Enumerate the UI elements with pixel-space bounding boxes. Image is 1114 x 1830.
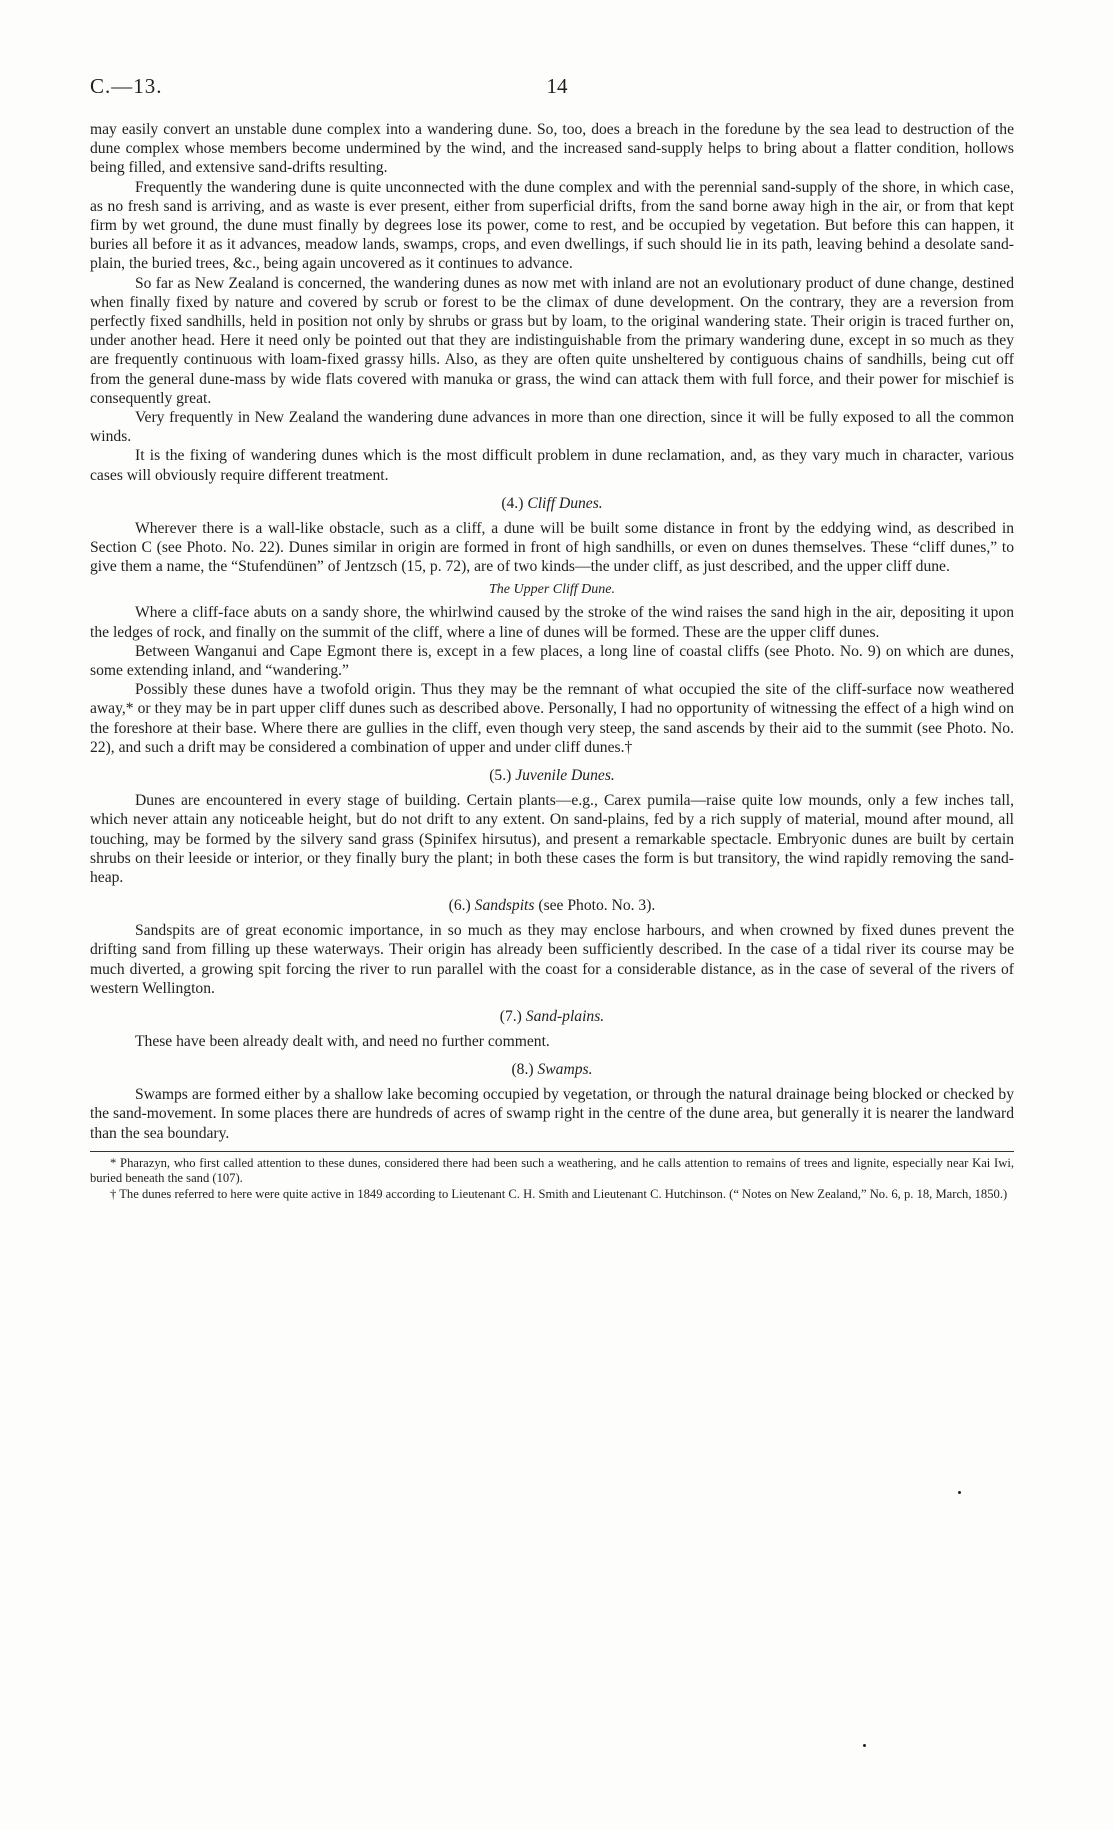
scan-speck [863,1744,866,1747]
section-title: Juvenile Dunes. [515,767,615,785]
body-text [90,120,1014,1202]
subsection-heading-upper-cliff-dune: The Upper Cliff Dune. [489,582,615,598]
paragraph: Sandspits are of great economic importance, in so much as they may enclose harbours, and when crowned by fixed dunes prevent the drifting sand from filling up these waterways. Their origin has already been sufficiently described. In the case of a tidal river its course may be much diverted, a growing spit forcing the river to run parallel with the coast for a considerable distance, as in the case of several of the rivers of western Wellington. [90,922,1014,997]
section-heading-swamps [90,1060,1014,1080]
paragraph: Where a cliff-face abuts on a sandy shore, the whirlwind caused by the stroke of the wind raises the sand high in the air, depositing it upon the ledges of rock, and finally on the summit of the cliff, where a line of dunes will be formed. These are the upper cliff dunes. [90,604,1014,641]
footnote: † The dunes referred to here were quite active in 1849 according to Lieutenant C. H. Smith and Lieutenant C. Hutchinson. (“ Notes on New Zealand,” No. 6, p. 18, March, 1850.) [110,1186,1008,1201]
page-number: 14 [546,74,568,98]
paragraph: It is the fixing of wandering dunes which is the most difficult problem in dune reclamation, and, as they vary much in character, various cases will obviously require different treatment. [90,447,1014,484]
paragraph: Dunes are encountered in every stage of building. Certain plants—e.g., Carex pumila—raise quite low mounds, only a few inches tall, which never attain any noticeable height, but do not drift to any extent. On sand-plains, fed by a rich supply of material, mound after mound, all touching, may be formed by the silvery sand grass (Spinifex hirsutus), and present a remarkable spectacle. Embryonic dunes are built by certain shrubs on their leeside or interior, or they finally bury the plant; in both these cases the form is but transitory, the wind rapidly removing the sand-heap. [90,792,1014,886]
paragraph: Wherever there is a wall-like obstacle, such as a cliff, a dune will be built some distance in front by the eddying wind, as described in Section C (see Photo. No. 22). Dunes similar in origin are formed in front of high sandhills, or even on dunes themselves. These “cliff dunes,” to give them a name, the “Stufendünen” of Jentzsch (15, p. 72), are of two kinds—the under cliff, as just described, and the upper cliff dune. [90,519,1014,576]
section-heading-sandspits [90,896,1014,916]
paragraph: So far as New Zealand is concerned, the wandering dunes as now met with inland are not an evolutionary product of dune change, destined when finally fixed by nature and covered by scrub or forest to be the climax of dune development. On the contrary, they are a reversion from perfectly fixed sandhills, held in position not only by shrubs or grass but by loam, to the original wandering state. Their origin is traced further on, under another head. Here it need only be pointed out that they are indistinguishable from the primary wandering dune, except in so much as they are frequently continuous with loam-fixed grassy hills. Also, as they are often quite unsheltered by contiguous chains of sandhills, being cut off from the general dune-mass by wide flats covered with manuka or grass, the wind can attack them with full force, and their power for mischief is consequently great. [90,274,1014,407]
section-heading-sand-plains [90,1007,1014,1027]
section-title: Cliff Dunes. [527,494,603,512]
footnotes [90,1156,1014,1202]
section-heading-juvenile-dunes [90,766,1014,786]
section-number: (4.) [501,494,524,512]
footnote: * Pharazyn, who first called attention to these dunes, considered there had been such a weathering, and he calls attention to remains of trees and lignite, especially near Kai Iwi, buried beneath the sand (107). [90,1155,1014,1186]
paragraph: Very frequently in New Zealand the wandering dune advances in more than one direction, since it will be fully exposed to all the common winds. [90,409,1014,446]
section-title-suffix: (see Photo. No. 3). [538,897,656,915]
page-code: C.—13. [90,74,163,98]
footnote-divider [90,1151,1014,1152]
paragraph: Between Wanganui and Cape Egmont there is, except in a few places, a long line of coastal cliffs (see Photo. No. 9) on which are dunes, some extending inland, and “wandering.” [90,642,1014,680]
paragraph: Frequently the wandering dune is quite unconnected with the dune complex and with the perennial sand-supply of the shore, in which case, as no fresh sand is arriving, and as waste is ever present, either from superficial drifts, from the sand borne away high in the air, or from that kept firm by wet ground, the dune must finally by degrees lose its power, come to rest, and be occupied by vegetation. But before this can happen, it buries all before it as it advances, meadow lands, swamps, crops, and even dwellings, if such should lie in its path, leaving behind a desolate sand-plain, the buried trees, &c., being again uncovered as it continues to advance. [90,178,1014,273]
section-heading-cliff-dunes [90,494,1014,514]
page-header [90,74,1024,104]
paragraph: These have been already dealt with, and need no further comment. [135,1032,550,1050]
paragraph: Possibly these dunes have a twofold origin. Thus they may be the remnant of what occupied the site of the cliff-surface now weathered away,* or they may be in part upper cliff dunes such as described above. Personally, I had no opportunity of witnessing the effect of a high wind on the foreshore at their base. Where there are gullies in the cliff, even though very steep, the sand ascends by their aid to the summit (see Photo. No. 22), and such a drift may be considered a combination of upper and under cliff dunes.† [90,681,1014,756]
paragraph: may easily convert an unstable dune complex into a wandering dune. So, too, does a breach in the foredune by the sea lead to destruction of the dune complex whose members become undermined by the wind, and the increased sand-supply helps to bring about a flatter condition, hollows being filled, and extensive sand-drifts resulting. [90,121,1014,177]
section-number: (8.) [511,1061,534,1079]
paragraph: Swamps are formed either by a shallow lake becoming occupied by vegetation, or through the natural drainage being blocked or checked by the sand-movement. In some places there are hundreds of acres of swamp right in the centre of the dune area, but generally it is nearer the landward than the sea boundary. [90,1086,1014,1142]
scan-speck [958,1491,961,1494]
section-number: (7.) [499,1007,522,1025]
section-title: Swamps. [537,1061,593,1079]
section-title: Sandspits [474,897,535,915]
section-number: (6.) [448,897,471,915]
section-title: Sand-plains. [525,1007,605,1025]
section-number: (5.) [489,767,512,785]
